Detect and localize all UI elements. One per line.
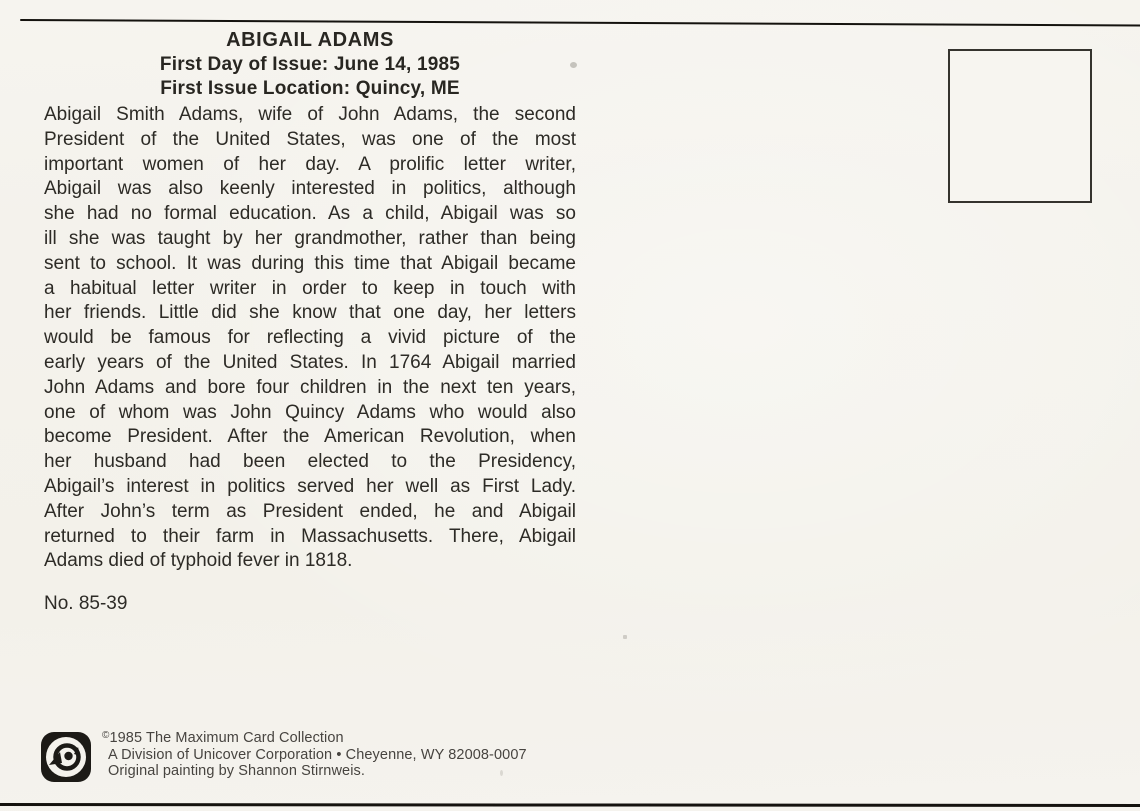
posthorn-logo-icon — [40, 732, 92, 782]
scan-edge-top-line — [20, 19, 1140, 26]
catalog-number: No. 85-39 — [44, 593, 128, 614]
body-text-line: Adams died of typhoid fever in 1818. — [44, 550, 353, 572]
copyright-symbol: © — [102, 730, 110, 741]
body-text-line: important women of her day. A prolific letter writer, — [44, 153, 576, 175]
body-text-line: she had no formal education. As a child, Abigail was so — [44, 203, 576, 225]
first-issue-location-line: First Issue Location: Quincy, ME — [160, 78, 460, 99]
body-text-line: After John’s term as President ended, he and Abigail — [44, 500, 576, 522]
body-text-line: John Adams and bore four children in the next ten years, — [44, 376, 576, 398]
body-text-line: Abigail Smith Adams, wife of John Adams, the second — [44, 104, 576, 125]
body-text-line: become President. After the American Revolution, when — [44, 426, 576, 448]
biography-paragraph — [44, 103, 576, 574]
body-text-line: returned to their farm in Massachusetts. There, Abigail — [44, 525, 576, 547]
painter-credit-line: Original painting by Shannon Stirnweis. — [108, 763, 365, 779]
copyright-line — [102, 728, 527, 747]
body-text-line: early years of the United States. In 1764 Abigail married — [44, 351, 576, 373]
scan-speck — [623, 635, 627, 639]
scan-speck — [570, 62, 577, 68]
body-text-line: her friends. Little did she know that one day, her letters — [44, 302, 576, 324]
body-text-line: Abigail’s interest in politics served her well as First Lady. — [44, 475, 576, 497]
division-line: A Division of Unicover Corporation • Cheyenne, WY 82008-0007 — [108, 746, 527, 763]
body-text-line: President of the United States, was one of the most — [44, 128, 576, 150]
body-text-line: Abigail was also keenly interested in politics, although — [44, 178, 576, 200]
publisher-credits — [102, 728, 527, 780]
scan-edge-bottom-line — [0, 803, 1140, 807]
card-title: ABIGAIL ADAMS — [226, 29, 394, 51]
card-header — [44, 28, 576, 102]
copyright-text: 1985 The Maximum Card Collection — [109, 730, 344, 746]
body-text-line: would be famous for reflecting a vivid picture of the — [44, 327, 576, 349]
scan-speck — [500, 770, 503, 776]
publisher-footer — [40, 728, 527, 782]
body-text-line: ill she was taught by her grandmother, rather than being — [44, 227, 576, 249]
first-day-of-issue-line: First Day of Issue: June 14, 1985 — [159, 53, 461, 75]
body-text-line: sent to school. It was during this time that Abigail became — [44, 252, 576, 274]
body-text-line: a habitual letter writer in order to keep in touch with — [44, 277, 576, 299]
stamp-box — [948, 49, 1092, 203]
body-text-line: one of whom was John Quincy Adams who would also — [44, 401, 576, 423]
body-text-line: her husband had been elected to the Presidency, — [44, 451, 576, 473]
